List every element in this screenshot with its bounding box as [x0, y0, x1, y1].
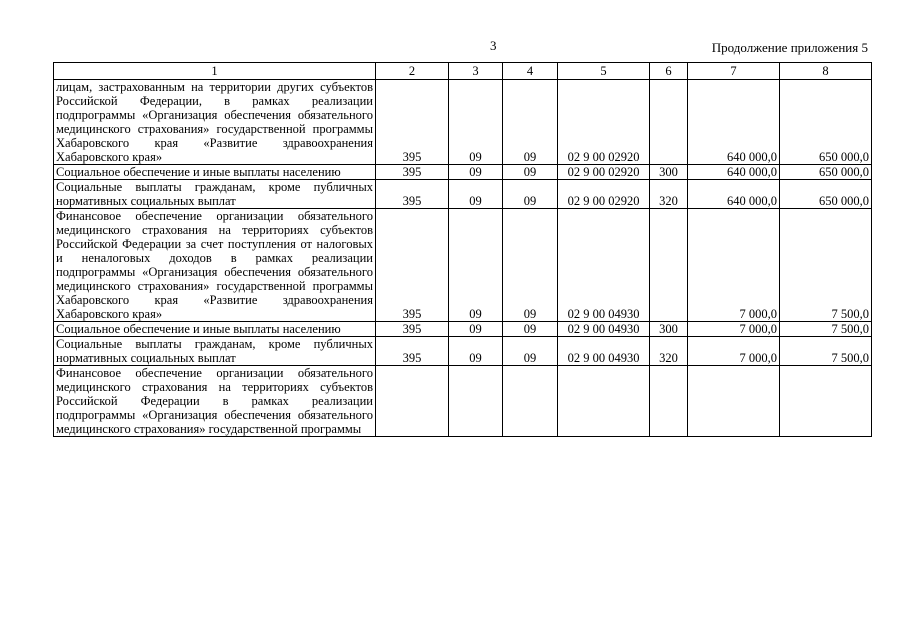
table-row: [54, 209, 872, 322]
expense-type-code: 300: [650, 322, 688, 337]
sum-year-2: 650 000,0: [780, 180, 872, 209]
column-header: 5: [558, 63, 650, 80]
ministry-code: 395: [376, 337, 449, 366]
expense-type-code: [650, 366, 688, 437]
column-header: 1: [54, 63, 376, 80]
sum-year-2: 650 000,0: [780, 80, 872, 165]
section-code: 09: [449, 80, 503, 165]
expense-type-code: 320: [650, 180, 688, 209]
sum-year-2: 7 500,0: [780, 322, 872, 337]
sum-year-1: 640 000,0: [688, 80, 780, 165]
column-header: 3: [449, 63, 503, 80]
table-row: [54, 337, 872, 366]
section-code: [449, 366, 503, 437]
target-item-code: 02 9 00 04930: [558, 209, 650, 322]
target-item-code: [558, 366, 650, 437]
section-code: 09: [449, 209, 503, 322]
row-description: лицам, застрахованным на территории других субъектов Российской Федерации, в рамках реализации подпрограммы «Организация обеспечения обязательного медицинского страхования» государственной программы Хабаровского края «Развитие здравоохранения Хабаровского края»: [54, 80, 376, 165]
subsection-code: 09: [503, 337, 558, 366]
page-number: 3: [490, 38, 497, 53]
sum-year-2: 7 500,0: [780, 209, 872, 322]
table-row: [54, 165, 872, 180]
ministry-code: 395: [376, 165, 449, 180]
expense-type-code: 320: [650, 337, 688, 366]
subsection-code: 09: [503, 209, 558, 322]
ministry-code: 395: [376, 80, 449, 165]
budget-table: [53, 62, 872, 437]
header-row: [54, 63, 872, 80]
sum-year-2: [780, 366, 872, 437]
column-header: 7: [688, 63, 780, 80]
sum-year-1: 7 000,0: [688, 209, 780, 322]
sum-year-1: 7 000,0: [688, 337, 780, 366]
column-header: 6: [650, 63, 688, 80]
expense-type-code: [650, 209, 688, 322]
section-code: 09: [449, 337, 503, 366]
subsection-code: 09: [503, 80, 558, 165]
subsection-code: [503, 366, 558, 437]
continuation-label: Продолжение приложения 5: [711, 40, 868, 55]
table-row: [54, 80, 872, 165]
expense-type-code: [650, 80, 688, 165]
column-header: 4: [503, 63, 558, 80]
row-description: Финансовое обеспечение организации обязательного медицинского страхования на территориях субъектов Российской Федерации за счет поступления от налоговых и неналоговых доходов в рамках реализации подпрограммы «Организация обеспечения обязательного медицинского страхования» государственной программы Хабаровского края «Развитие здравоохранения Хабаровского края»: [54, 209, 376, 322]
expense-type-code: 300: [650, 165, 688, 180]
subsection-code: 09: [503, 180, 558, 209]
table-row: [54, 180, 872, 209]
section-code: 09: [449, 322, 503, 337]
sum-year-1: 640 000,0: [688, 165, 780, 180]
ministry-code: 395: [376, 322, 449, 337]
target-item-code: 02 9 00 02920: [558, 180, 650, 209]
subsection-code: 09: [503, 165, 558, 180]
table-row: [54, 322, 872, 337]
column-header: 2: [376, 63, 449, 80]
ministry-code: 395: [376, 209, 449, 322]
row-description: Финансовое обеспечение организации обязательного медицинского страхования на территориях субъектов Российской Федерации в рамках реализации подпрограммы «Организация обеспечения обязательного медицинского страхования» государственной программы: [54, 366, 376, 437]
row-description: Социальное обеспечение и иные выплаты населению: [54, 165, 376, 180]
target-item-code: 02 9 00 02920: [558, 80, 650, 165]
sum-year-1: 640 000,0: [688, 180, 780, 209]
row-description: Социальное обеспечение и иные выплаты населению: [54, 322, 376, 337]
section-code: 09: [449, 165, 503, 180]
table-row: [54, 366, 872, 437]
ministry-code: 395: [376, 180, 449, 209]
sum-year-2: 7 500,0: [780, 337, 872, 366]
sum-year-1: 7 000,0: [688, 322, 780, 337]
row-description: Социальные выплаты гражданам, кроме публичных нормативных социальных выплат: [54, 337, 376, 366]
row-description: Социальные выплаты гражданам, кроме публичных нормативных социальных выплат: [54, 180, 376, 209]
sum-year-2: 650 000,0: [780, 165, 872, 180]
subsection-code: 09: [503, 322, 558, 337]
target-item-code: 02 9 00 02920: [558, 165, 650, 180]
section-code: 09: [449, 180, 503, 209]
target-item-code: 02 9 00 04930: [558, 322, 650, 337]
column-header: 8: [780, 63, 872, 80]
sum-year-1: [688, 366, 780, 437]
target-item-code: 02 9 00 04930: [558, 337, 650, 366]
ministry-code: [376, 366, 449, 437]
